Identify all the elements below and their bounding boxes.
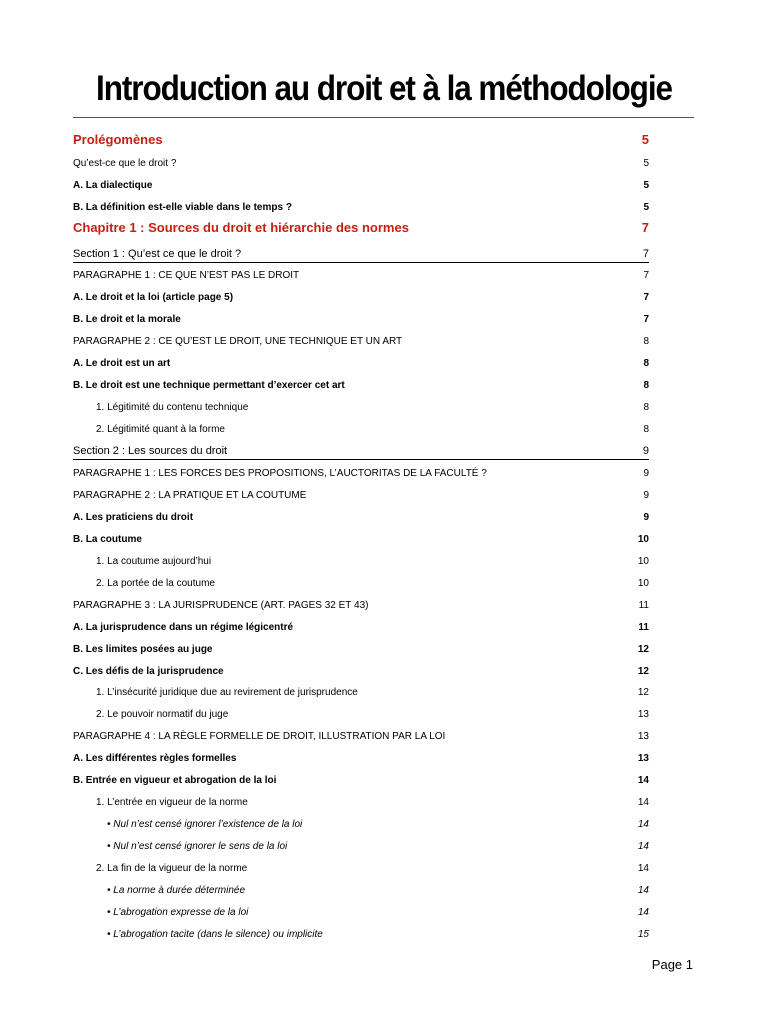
toc-entry-page: 5	[643, 180, 649, 191]
toc-entry[interactable]	[73, 730, 649, 744]
toc-entry-page: 13	[637, 709, 649, 720]
toc-entry[interactable]	[73, 291, 649, 305]
toc-entry-page: 7	[643, 292, 649, 303]
toc-entry-page: 14	[637, 819, 649, 830]
toc-entry[interactable]	[73, 269, 649, 283]
toc-entry[interactable]	[73, 335, 649, 349]
toc-entry-page: 12	[637, 666, 649, 677]
toc-entry-page: 9	[643, 512, 649, 523]
toc-entry[interactable]	[73, 157, 649, 171]
toc-entry-label: PARAGRAPHE 2 : LA PRATIQUE ET LA COUTUME	[73, 490, 307, 501]
toc-entry[interactable]	[73, 774, 649, 788]
toc-entry-page: 7	[641, 220, 649, 235]
toc-entry[interactable]	[73, 201, 649, 215]
toc-entry-label: A. La jurisprudence dans un régime légicentré	[73, 622, 294, 633]
toc-entry[interactable]	[96, 423, 649, 437]
toc-entry-page: 14	[637, 775, 649, 786]
toc-entry-page: 8	[643, 424, 649, 435]
toc-entry-page: 7	[643, 270, 649, 281]
toc-entry[interactable]	[73, 247, 649, 263]
toc-entry[interactable]	[73, 643, 649, 657]
toc-entry[interactable]	[73, 179, 649, 193]
toc-entry[interactable]	[73, 379, 649, 393]
title-divider	[73, 117, 694, 118]
toc-entry-label: 1. L’entrée en vigueur de la norme	[96, 797, 248, 808]
toc-entry-label: • La norme à durée déterminée	[107, 885, 246, 896]
toc-entry[interactable]	[96, 708, 649, 722]
toc-entry-page: 14	[637, 907, 649, 918]
toc-entry[interactable]	[73, 599, 649, 613]
toc-entry[interactable]	[73, 444, 649, 460]
toc-entry-label: • Nul n’est censé ignorer l’existence de la loi	[107, 819, 303, 830]
toc-entry[interactable]	[96, 862, 649, 876]
toc-entry[interactable]	[73, 220, 649, 236]
toc-entry-label: 1. L’insécurité juridique due au revirement de jurisprudence	[96, 687, 358, 698]
toc-entry-label: B. Le droit et la morale	[73, 314, 181, 325]
toc-entry[interactable]	[107, 818, 649, 832]
toc-entry-page: 8	[643, 336, 649, 347]
toc-entry-page: 7	[642, 248, 649, 260]
toc-entry-page: 5	[643, 202, 649, 213]
toc-entry-label: A. Les différentes règles formelles	[73, 753, 237, 764]
toc-entry[interactable]	[73, 621, 649, 635]
toc-entry[interactable]	[107, 906, 649, 920]
toc-entry-label: B. La définition est-elle viable dans le temps ?	[73, 202, 292, 213]
toc-entry-label: 1. La coutume aujourd’hui	[96, 556, 212, 567]
toc-entry-page: 15	[637, 929, 649, 940]
toc-entry-label: Section 1 : Qu’est ce que le droit ?	[73, 248, 242, 260]
toc-entry-page: 9	[643, 490, 649, 501]
toc-entry[interactable]	[96, 686, 649, 700]
toc-entry-label: A. Le droit est un art	[73, 358, 171, 369]
toc-entry-label: PARAGRAPHE 2 : CE QU’EST LE DROIT, UNE TECHNIQUE ET UN ART	[73, 336, 403, 347]
toc-entry-label: B. Le droit est une technique permettant d’exercer cet art	[73, 380, 345, 391]
toc-entry-label: Chapitre 1 : Sources du droit et hiérarchie des normes	[73, 220, 409, 235]
toc-entry-label: • L’abrogation expresse de la loi	[107, 907, 249, 918]
toc-entry-label: 2. Le pouvoir normatif du juge	[96, 709, 229, 720]
toc-entry[interactable]	[73, 665, 649, 679]
toc-entry-label: PARAGRAPHE 1 : LES FORCES DES PROPOSITIONS, L’AUCTORITAS DE LA FACULTÉ ?	[73, 468, 487, 479]
toc-entry-label: 1. Légitimité du contenu technique	[96, 402, 249, 413]
toc-entry-page: 12	[637, 687, 649, 698]
toc-entry-page: 11	[638, 600, 649, 611]
toc-entry-label: PARAGRAPHE 4 : LA RÈGLE FORMELLE DE DROIT, ILLUSTRATION PAR LA LOI	[73, 731, 446, 742]
toc-entry-page: 12	[637, 644, 649, 655]
toc-entry[interactable]	[73, 533, 649, 547]
toc-entry[interactable]	[96, 796, 649, 810]
toc-entry-label: B. Entrée en vigueur et abrogation de la loi	[73, 775, 277, 786]
page-title: Introduction au droit et à la méthodologie	[96, 69, 672, 108]
toc-entry-page: 14	[637, 863, 649, 874]
toc-entry-label: 2. La portée de la coutume	[96, 578, 215, 589]
toc-entry-label: 2. Légitimité quant à la forme	[96, 424, 225, 435]
toc-entry[interactable]	[96, 577, 649, 591]
toc-entry-label: A. La dialectique	[73, 180, 153, 191]
toc-entry-page: 10	[637, 578, 649, 589]
toc-entry[interactable]	[73, 752, 649, 766]
toc-entry-page: 5	[643, 158, 649, 169]
toc-entry-label: • Nul n’est censé ignorer le sens de la loi	[107, 841, 288, 852]
toc-entry[interactable]	[73, 357, 649, 371]
toc-entry-page: 10	[637, 556, 649, 567]
toc-entry-page: 14	[637, 797, 649, 808]
toc-entry[interactable]	[107, 884, 649, 898]
toc-entry[interactable]	[107, 840, 649, 854]
toc-entry-page: 5	[641, 132, 649, 147]
toc-entry-page: 9	[643, 468, 649, 479]
toc-entry[interactable]	[73, 467, 649, 481]
toc-entry-page: 14	[637, 841, 649, 852]
toc-entry-label: A. Le droit et la loi (article page 5)	[73, 292, 234, 303]
toc-entry[interactable]	[107, 928, 649, 942]
toc-entry-page: 10	[637, 534, 649, 545]
toc-entry-label: C. Les défis de la jurisprudence	[73, 666, 224, 677]
toc-entry[interactable]	[73, 511, 649, 525]
toc-entry[interactable]	[96, 401, 649, 415]
page-number: Page 1	[651, 957, 693, 972]
toc-entry-page: 7	[643, 314, 649, 325]
toc-entry[interactable]	[73, 313, 649, 327]
toc-entry-label: 2. La fin de la vigueur de la norme	[96, 863, 248, 874]
toc-entry-label: A. Les praticiens du droit	[73, 512, 194, 523]
toc-entry[interactable]	[73, 132, 649, 148]
toc-entry-label: Qu’est-ce que le droit ?	[73, 158, 177, 169]
toc-entry[interactable]	[96, 555, 649, 569]
toc-entry-page: 8	[643, 402, 649, 413]
toc-entry[interactable]	[73, 489, 649, 503]
toc-entry-label: Section 2 : Les sources du droit	[73, 445, 228, 457]
toc-entry-page: 14	[637, 885, 649, 896]
toc-entry-page: 8	[643, 380, 649, 391]
toc-entry-label: B. La coutume	[73, 534, 142, 545]
toc-entry-label: • L’abrogation tacite (dans le silence) ou implicite	[107, 929, 323, 940]
toc-entry-page: 11	[638, 622, 649, 633]
toc-entry-label: PARAGRAPHE 3 : LA JURISPRUDENCE (ART. PAGES 32 ET 43)	[73, 600, 369, 611]
toc-entry-page: 9	[642, 445, 649, 457]
toc-entry-page: 13	[637, 731, 649, 742]
toc-entry-label: PARAGRAPHE 1 : CE QUE N’EST PAS LE DROIT	[73, 270, 300, 281]
toc-entry-label: B. Les limites posées au juge	[73, 644, 213, 655]
toc-entry-label: Prolégomènes	[73, 132, 163, 147]
toc-entry-page: 13	[637, 753, 649, 764]
toc-entry-page: 8	[643, 358, 649, 369]
